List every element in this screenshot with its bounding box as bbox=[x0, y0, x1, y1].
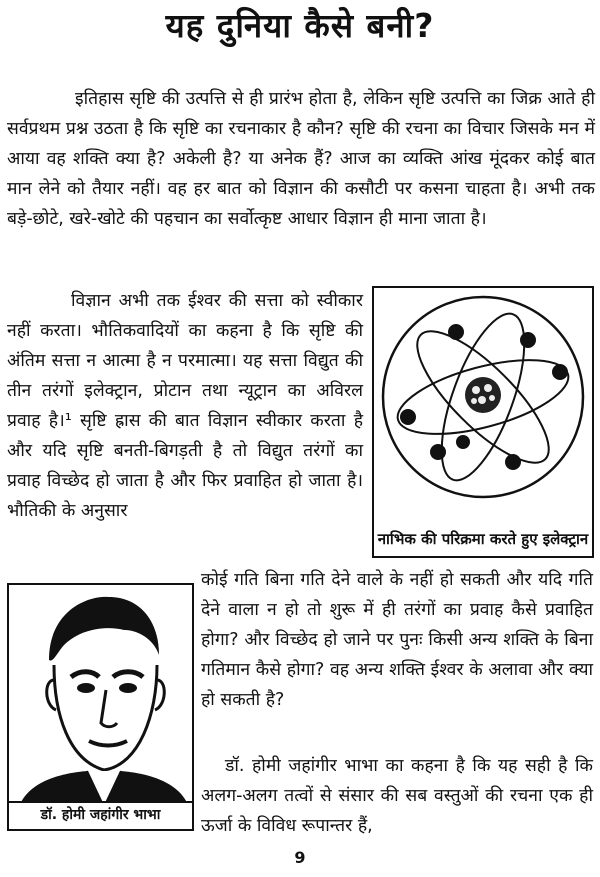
page-number: 9 bbox=[294, 848, 306, 867]
portrait-figure-caption: डॉ. होमी जहांगीर भाभा bbox=[9, 801, 192, 829]
paragraph-motion: कोई गति बिना गति देने वाले के नहीं हो सकती और यदि गति देने वाला न हो तो शुरू में ही तरंगों का प्रवाह कैसे प्रवाहित होगा? और विच्छेद हो जाने पर पुनः किसी अन्य शक्ति के बिना गतिमान कैसे होगा? वह अन्य शक्ति ईश्वर के अलावा और क्या हो सकती है? bbox=[201, 570, 593, 710]
paragraph-science: विज्ञान अभी तक ईश्वर की सत्ता को स्वीकार नहीं करता। भौतिकवादियों का कहना है कि सृष्टि की अंतिम सत्ता न आत्मा है न परमात्मा। यह सत्ता विद्युत की तीन तरंगों इलेक्ट्रान, प्रोटान तथा न्यूट्रान का अविरल प्रवाह है।¹ सृष्टि ह्रास की बात विज्ञान स्वीकार करता है और यदि सृष्टि बनती-बिगड़ती है तो विद्युत तरंगों का प्रवाह विच्छेद हो जाता है और फिर प्रवाहित हो जाता है। भौतिकी के अनुसार bbox=[7, 291, 363, 521]
paragraph-intro: इतिहास सृष्टि की उत्पत्ति से ही प्रारंभ होता है, लेकिन सृष्टि उत्पत्ति का जिक्र आते ही सर्वप्रथम प्रश्न उठता है कि सृष्टि का रचनाकार है कौन? सृष्टि की रचना का विचार जिसके मन में आया वह शक्ति क्या है? अकेली है? या अनेक हैं? आज का व्यक्ति आंख मूंदकर कोई बात मान लेने को तैयार नहीं। वह हर बात को विज्ञान की कसौटी पर कसना चाहता है। अभी तक बड़े-छोटे, खरे-खोटे की पहचान का सर्वोत्कृष्ट आधार विज्ञान ही माना जाता है। bbox=[7, 89, 595, 229]
atom-illustration bbox=[378, 292, 588, 502]
portrait-figure bbox=[7, 583, 194, 831]
paragraph-bhabha: डॉ. होमी जहांगीर भाभा का कहना है कि यह सही है कि अलग-अलग तत्वों से संसार की सब वस्तुओं की रचना एक ही ऊर्जा के विविध रूपान्तर हैं, bbox=[201, 756, 593, 836]
atom-figure-caption: नाभिक की परिक्रमा करते हुए इलेक्ट्रान bbox=[377, 530, 589, 548]
portrait-illustration bbox=[9, 585, 194, 831]
page-title: यह दुनिया कैसे बनी? bbox=[165, 6, 435, 45]
atom-figure bbox=[372, 286, 594, 558]
nucleus bbox=[465, 377, 501, 413]
